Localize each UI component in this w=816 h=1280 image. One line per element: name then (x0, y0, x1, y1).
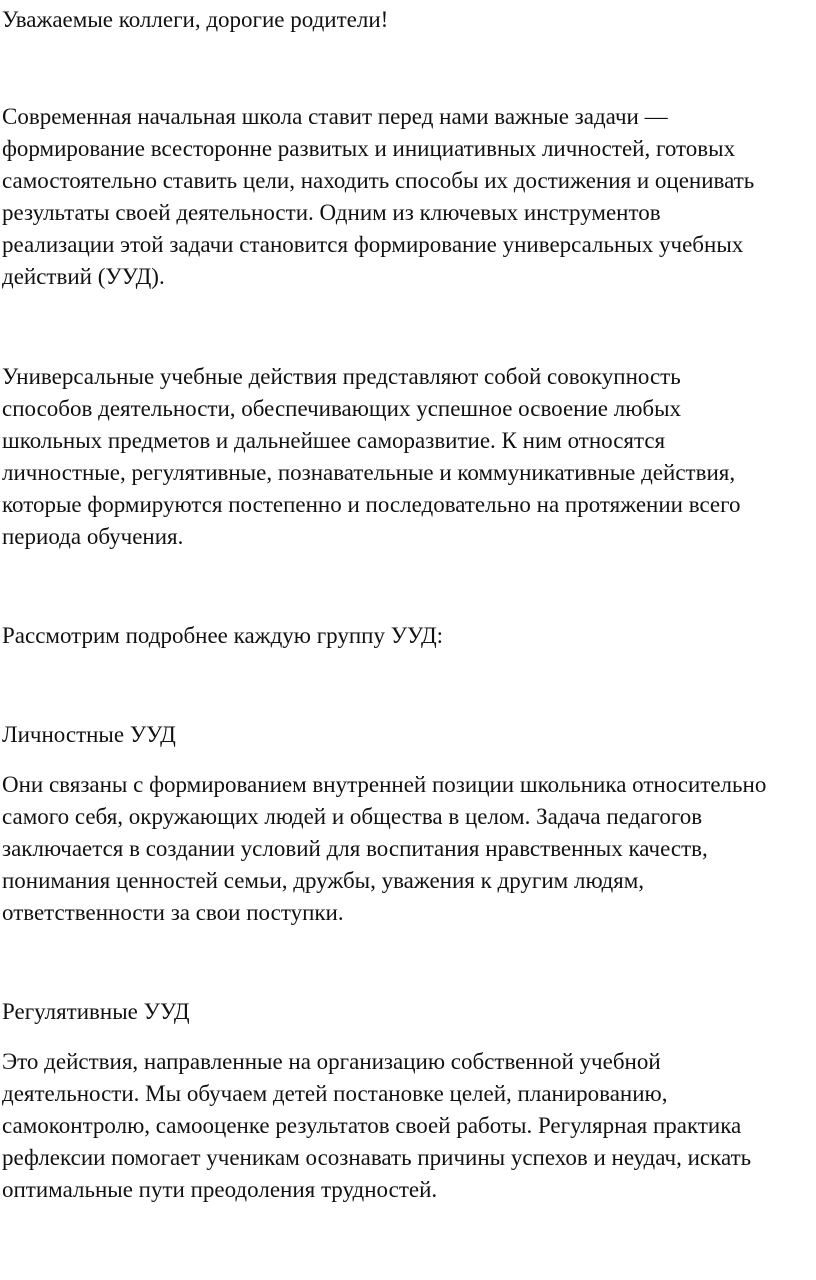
paragraph-line: Они связаны с формированием внутренней позиции школьника относительно (2, 772, 767, 797)
paragraph-line: ответственности за свои поступки. (2, 900, 344, 925)
greeting-line: Уважаемые коллеги, дорогие родители! (2, 7, 389, 32)
paragraph-line: понимания ценностей семьи, дружбы, уважения к другим людям, (2, 868, 645, 893)
paragraph-line: Универсальные учебные действия представляют собой совокупность (2, 364, 681, 389)
paragraph-line: способов деятельности, обеспечивающих успешное освоение любых (2, 396, 682, 421)
section-heading: Регулятивные УУД (2, 999, 190, 1024)
paragraph-line: самостоятельно ставить цели, находить способы их достижения и оценивать (2, 168, 755, 193)
paragraph-line: самого себя, окружающих людей и общества в целом. Задача педагогов (2, 804, 703, 829)
paragraph-line: Современная начальная школа ставит перед нами важные задачи — (2, 104, 668, 129)
paragraph-line: реализации этой задачи становится формирование универсальных учебных (2, 232, 744, 257)
paragraph-line: оптимальные пути преодоления трудностей. (2, 1177, 438, 1202)
paragraph-line: результаты своей деятельности. Одним из ключевых инструментов (2, 200, 661, 225)
paragraph-line: личностные, регулятивные, познавательные и коммуникативные действия, (2, 460, 736, 485)
paragraph-line: самоконтролю, самооценке результатов своей работы. Регулярная практика (2, 1113, 742, 1138)
paragraph-line: рефлексии помогает ученикам осознавать причины успехов и неудач, искать (2, 1145, 752, 1170)
section-heading: Личностные УУД (2, 722, 176, 747)
paragraph-line: периода обучения. (2, 524, 184, 549)
paragraph-line: формирование всесторонне развитых и инициативных личностей, готовых (2, 136, 736, 161)
paragraph-line: действий (УУД). (2, 264, 165, 289)
paragraph-line: деятельности. Мы обучаем детей постановке целей, планированию, (2, 1081, 668, 1106)
paragraph-line: Это действия, направленные на организацию собственной учебной (2, 1049, 661, 1074)
intro-groups-line: Рассмотрим подробнее каждую группу УУД: (2, 623, 444, 648)
paragraph-line: которые формируются постепенно и последовательно на протяжении всего (2, 492, 741, 517)
paragraph-line: школьных предметов и дальнейшее саморазвитие. К ним относятся (2, 428, 666, 453)
paragraph-line: заключается в создании условий для воспитания нравственных качеств, (2, 836, 708, 861)
